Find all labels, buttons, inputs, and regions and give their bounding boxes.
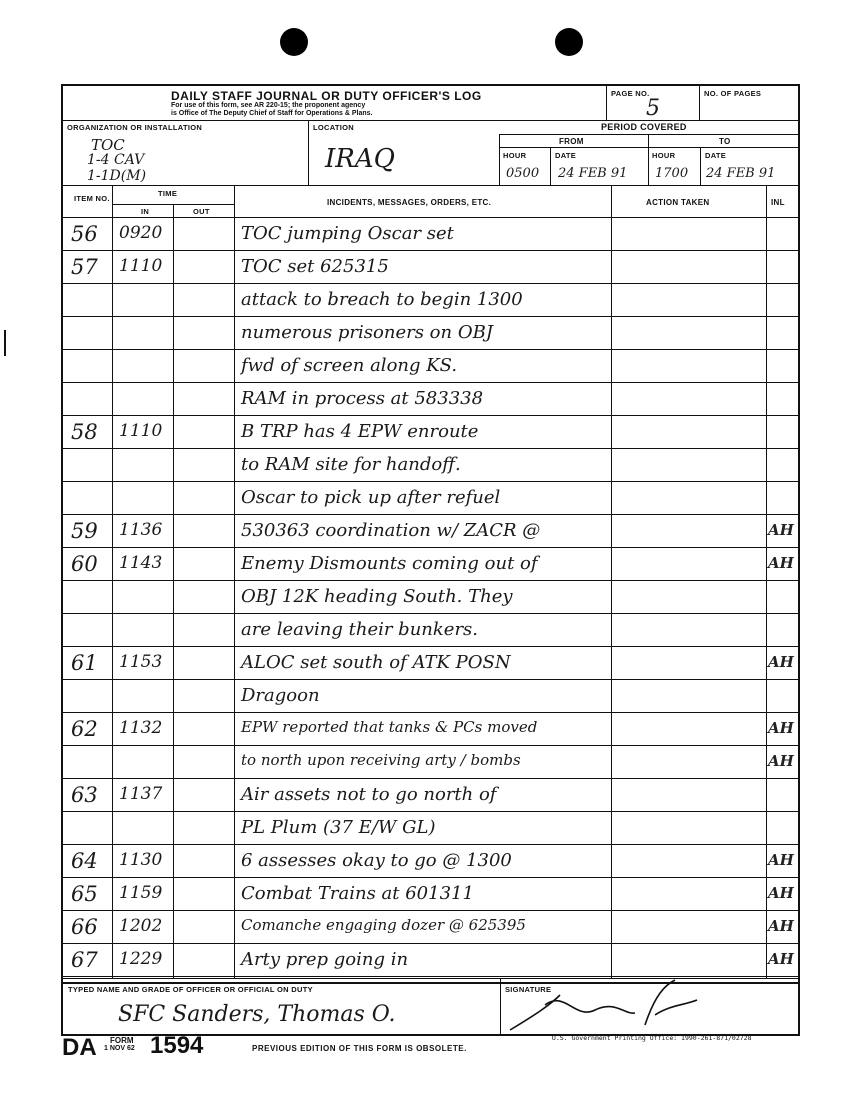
time-in-label: IN: [141, 207, 150, 216]
item-number: 65: [71, 882, 98, 906]
initials-mark: AH: [768, 521, 794, 539]
table-row: [63, 877, 798, 910]
gpo-note: U.S. Government Printing Office: 1990-261-871/02728: [548, 1034, 752, 1042]
incident-text: to north upon receiving arty / bombs: [241, 751, 521, 769]
item-number: 67: [71, 948, 98, 972]
table-row: [63, 910, 798, 943]
from-date-value: 24 FEB 91: [558, 166, 628, 181]
incident-text: EPW reported that tanks & PCs moved: [241, 718, 538, 736]
time-in: 1202: [119, 916, 163, 936]
form-id: DA: [62, 1034, 97, 1061]
table-row: [63, 811, 798, 844]
item-number: 58: [71, 420, 98, 444]
to-date-value: 24 FEB 91: [706, 166, 776, 181]
incident-text: ALOC set south of ATK POSN: [241, 652, 511, 673]
inl-label: INL: [771, 198, 785, 207]
time-in: 1143: [119, 553, 163, 573]
initials-mark: AH: [768, 851, 794, 869]
incident-text: Oscar to pick up after refuel: [241, 487, 501, 508]
margin-mark: [4, 330, 6, 356]
table-row: [63, 712, 798, 745]
table-row: [63, 250, 798, 283]
time-in: 1110: [119, 256, 163, 276]
action-taken-label: ACTION TAKEN: [646, 198, 710, 207]
table-row: [63, 580, 798, 613]
item-number: 59: [71, 519, 98, 543]
incident-text: Air assets not to go north of: [241, 784, 497, 805]
form-date: 1 NOV 62: [104, 1045, 135, 1052]
incident-text: RAM in process at 583338: [241, 388, 484, 409]
initials-mark: AH: [768, 653, 794, 671]
item-number: 62: [71, 717, 98, 741]
table-row: [63, 646, 798, 679]
table-row: [63, 283, 798, 316]
item-no-label: ITEM NO.: [74, 194, 110, 203]
incident-text: numerous prisoners on OBJ: [241, 322, 494, 343]
table-row: [63, 481, 798, 514]
item-number: 56: [71, 222, 98, 246]
table-row: [63, 514, 798, 547]
period-covered-label: PERIOD COVERED: [601, 122, 687, 132]
incident-text: fwd of screen along KS.: [241, 355, 458, 376]
form-word: FORM: [110, 1036, 134, 1045]
location-label: LOCATION: [313, 123, 355, 132]
page-no-label: PAGE NO.: [611, 89, 650, 98]
item-number: 61: [71, 651, 98, 675]
org-line-2: 1-4 CAV: [87, 152, 145, 168]
from-hour-value: 0500: [506, 166, 540, 181]
handwritten-signature: [505, 975, 705, 1037]
incident-text: are leaving their bunkers.: [241, 619, 479, 640]
table-row: [63, 844, 798, 877]
form-title: DAILY STAFF JOURNAL OR DUTY OFFICER'S LOG: [171, 89, 482, 103]
initials-mark: AH: [768, 884, 794, 902]
time-in: 1110: [119, 421, 163, 441]
from-label: FROM: [559, 137, 584, 146]
initials-mark: AH: [768, 950, 794, 968]
item-number: 66: [71, 915, 98, 939]
from-date-label: DATE: [555, 151, 577, 160]
incident-text: TOC set 625315: [241, 256, 389, 277]
incident-text: Combat Trains at 601311: [241, 883, 474, 904]
incident-text: PL Plum (37 E/W GL): [241, 817, 436, 838]
table-row: [63, 415, 798, 448]
typed-name-label: TYPED NAME AND GRADE OF OFFICER OR OFFICIAL ON DUTY: [68, 985, 313, 994]
incident-text: OBJ 12K heading South. They: [241, 586, 513, 607]
time-in: 1159: [119, 883, 163, 903]
table-row: [63, 778, 798, 811]
page-no-value: 5: [646, 96, 660, 121]
to-hour-value: 1700: [655, 166, 689, 181]
location-value: IRAQ: [325, 144, 395, 174]
table-row: [63, 316, 798, 349]
incidents-label: INCIDENTS, MESSAGES, ORDERS, ETC.: [327, 198, 492, 207]
table-row: [63, 448, 798, 481]
journal-form: [61, 84, 800, 984]
typed-name-value: SFC Sanders, Thomas O.: [118, 1002, 396, 1027]
table-row: [63, 547, 798, 580]
to-date-label: DATE: [705, 151, 727, 160]
table-row: [63, 745, 798, 778]
to-label: TO: [719, 137, 731, 146]
no-of-pages-label: NO. OF PAGES: [704, 89, 762, 98]
incident-text: TOC jumping Oscar set: [241, 223, 454, 244]
initials-mark: AH: [768, 719, 794, 737]
form-number: 1594: [150, 1032, 204, 1059]
incident-text: Enemy Dismounts coming out of: [241, 553, 538, 574]
incident-text: 6 assesses okay to go @ 1300: [241, 850, 512, 871]
org-line-1: TOC: [91, 136, 125, 154]
incident-text: Dragoon: [241, 685, 320, 706]
incident-text: to RAM site for handoff.: [241, 454, 461, 475]
form-subtitle-2: is Office of The Deputy Chief of Staff for Operations & Plans.: [171, 110, 373, 117]
time-in: 1132: [119, 718, 163, 738]
signature-label: SIGNATURE: [505, 985, 552, 994]
time-out-label: OUT: [193, 207, 210, 216]
time-in: 1153: [119, 652, 163, 672]
item-number: 64: [71, 849, 98, 873]
time-label: TIME: [158, 189, 178, 198]
time-in: 0920: [119, 223, 163, 243]
item-number: 57: [71, 255, 98, 279]
incident-text: Arty prep going in: [241, 949, 409, 970]
table-row: [63, 217, 798, 250]
org-line-3: 1-1D(M): [87, 168, 147, 184]
organization-label: ORGANIZATION OR INSTALLATION: [67, 123, 203, 132]
incident-text: attack to breach to begin 1300: [241, 289, 523, 310]
time-in: 1137: [119, 784, 163, 804]
time-in: 1229: [119, 949, 163, 969]
table-row: [63, 349, 798, 382]
binder-hole-left: [280, 28, 308, 56]
table-row: [63, 382, 798, 415]
item-number: 63: [71, 783, 98, 807]
incident-text: B TRP has 4 EPW enroute: [241, 421, 479, 442]
incident-text: 530363 coordination w/ ZACR @: [241, 520, 541, 541]
item-number: 60: [71, 552, 98, 576]
initials-mark: AH: [768, 917, 794, 935]
binder-hole-right: [555, 28, 583, 56]
table-row: [63, 943, 798, 976]
previous-edition-note: PREVIOUS EDITION OF THIS FORM IS OBSOLETE.: [252, 1044, 467, 1053]
initials-mark: AH: [768, 554, 794, 572]
table-row: [63, 613, 798, 646]
time-in: 1136: [119, 520, 163, 540]
form-subtitle-1: For use of this form, see AR 220-15; the proponent agency: [171, 102, 366, 109]
to-hour-label: HOUR: [652, 151, 676, 160]
time-in: 1130: [119, 850, 163, 870]
initials-mark: AH: [768, 752, 794, 770]
from-hour-label: HOUR: [503, 151, 527, 160]
incident-text: Comanche engaging dozer @ 625395: [241, 916, 526, 934]
table-row: [63, 679, 798, 712]
